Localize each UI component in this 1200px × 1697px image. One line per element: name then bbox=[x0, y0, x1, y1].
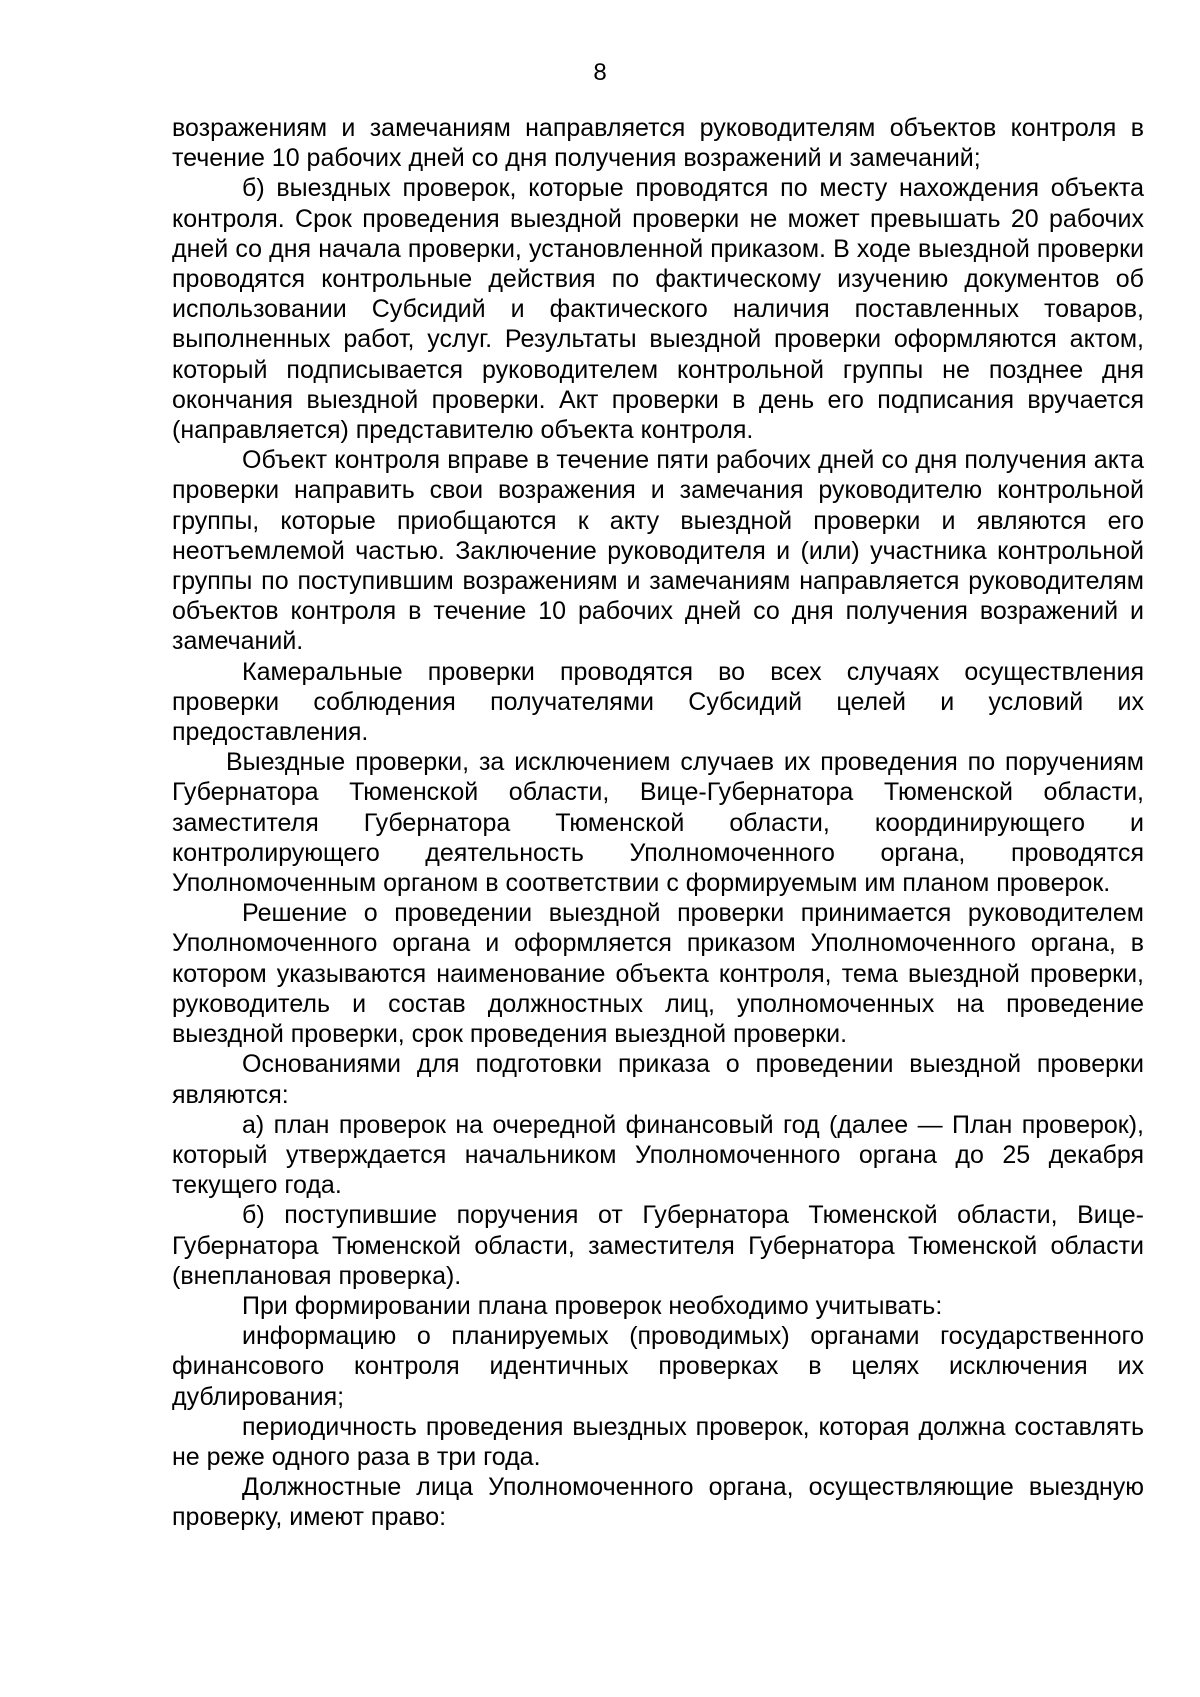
paragraph-grounds-heading: Основаниями для подготовки приказа о проведении выездной проверки являются: bbox=[172, 1050, 1144, 1109]
paragraph-consideration-information: информацию о планируемых (проводимых) органами государственного финансового контроля идентичных проверках в целях исключения их дублирования; bbox=[172, 1322, 1144, 1411]
paragraph-desk-inspections: Камеральные проверки проводятся во всех случаях осуществления проверки соблюдения получателями Субсидий целей и условий их предоставления. bbox=[172, 657, 1144, 747]
paragraph-field-inspection-plan: Выездные проверки, за исключением случаев их проведения по поручениям Губернатора Тюменской области, Вице-Губернатора Тюменской области, заместителя Губернатора Тюменской области, координирующего и контролирующего деятельность Уполномоченного органа, проводятся Уполномоченным органом в соответствии с формируемым им планом проверок. bbox=[172, 748, 1144, 898]
paragraph-ground-b: б) поступившие поручения от Губернатора Тюменской области, Вице-Губернатора Тюменской области, заместителя Губернатора Тюменской области (внеплановая проверка). bbox=[172, 1201, 1144, 1290]
paragraph-objections: Объект контроля вправе в течение пяти рабочих дней со дня получения акта проверки направить свои возражения и замечания руководителю контрольной группы, которые приобщаются к акту выездной проверки и являются его неотъемлемой частью. Заключение руководителя и (или) участника контрольной группы по поступившим возражениям и замечаниям направляется руководителям объектов контроля в течение 10 рабочих дней со дня получения возражений и замечаний. bbox=[172, 446, 1144, 656]
paragraph-officials-rights: Должностные лица Уполномоченного органа, осуществляющие выездную проверку, имеют право: bbox=[172, 1473, 1144, 1532]
paragraph-continuation: возражениям и замечаниям направляется руководителям объектов контроля в течение 10 рабочих дней со дня получения возражений и замечаний; bbox=[172, 114, 1144, 173]
page-number: 8 bbox=[593, 59, 607, 86]
paragraph-field-inspections: б) выездных проверок, которые проводятся по месту нахождения объекта контроля. Срок проведения выездной проверки не может превышать 20 рабочих дней со дня начала проверки, установленной приказом. В ходе выездной проверки проводятся контрольные действия по фактическому изучению документов об использовании Субсидий и фактического наличия поставленных товаров, выполненных работ, услуг. Результаты выездной проверки оформляются актом, который подписывается руководителем контрольной группы не позднее дня окончания выездной проверки. Акт проверки в день его подписания вручается (направляется) представителю объекта контроля. bbox=[172, 174, 1144, 445]
paragraph-ground-a: а) план проверок на очередной финансовый год (далее — План проверок), который утверждается начальником Уполномоченного органа до 25 декабря текущего года. bbox=[172, 1110, 1144, 1200]
paragraph-plan-considerations: При формировании плана проверок необходимо учитывать: bbox=[242, 1291, 943, 1320]
paragraph-consideration-periodicity: периодичность проведения выездных проверок, которая должна составлять не реже одного раза в три года. bbox=[172, 1412, 1144, 1471]
paragraph-inspection-decision: Решение о проведении выездной проверки принимается руководителем Уполномоченного органа и оформляется приказом Уполномоченного органа, в котором указываются наименование объекта контроля, тема выездной проверки, руководитель и состав должностных лиц, уполномоченных на проведение выездной проверки, срок проведения выездной проверки. bbox=[172, 899, 1144, 1049]
document-body bbox=[172, 113, 1144, 1533]
